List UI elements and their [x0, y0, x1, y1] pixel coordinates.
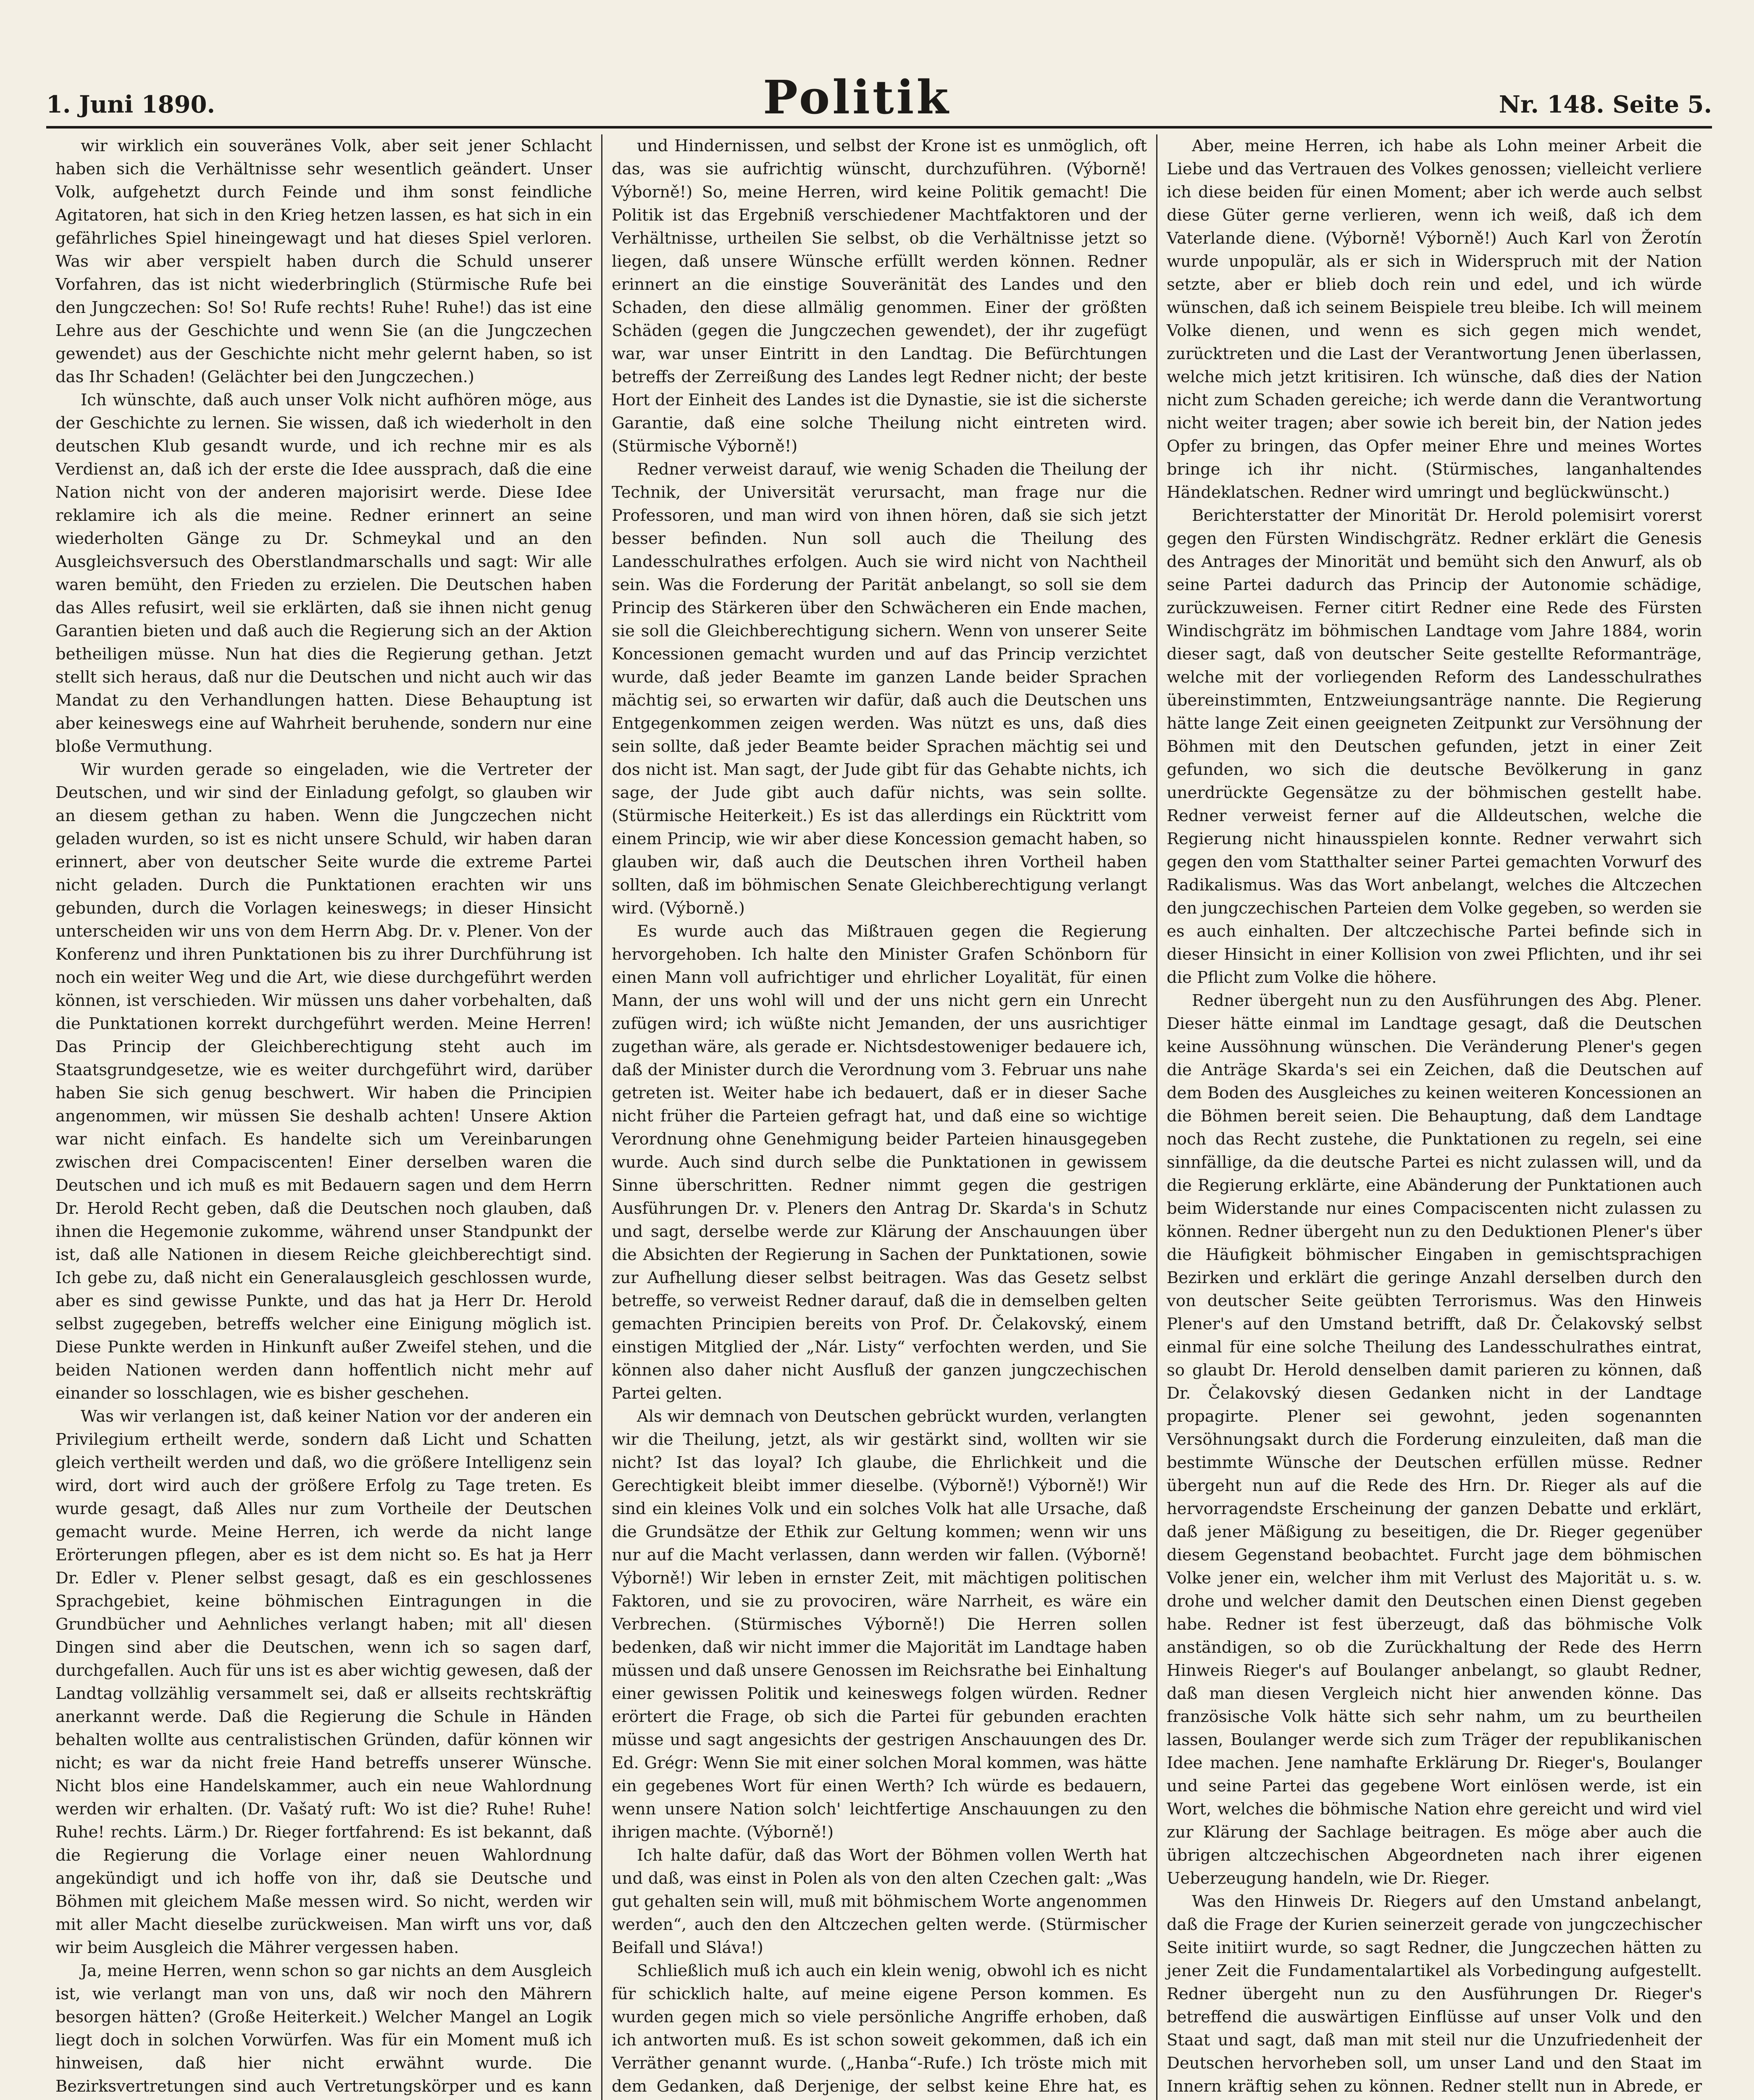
article-paragraph: und Hindernissen, und selbst der Krone ist es unmöglich, oft das, was sie aufrichtig wünscht, durchzuführen. (Výborně! Výborně!) So, meine Herren, wird keine Politik gemacht! Die Politik ist das Ergebniß verschiedener Machtfaktoren und der Verhältnisse, urtheilen Sie selbst, ob die Verhältnisse jetzt so liegen, daß unsere Wünsche erfüllt werden können. Redner erinnert an die einstige Souveränität des Landes und den Schaden, den diese allmälig genommen. Einer der größten Schäden (gegen die Jungczechen gewendet), der ihr zugefügt war, war unser Eintritt in den Landtag. Die Befürchtungen betreffs der Zerreißung des Landes legt Redner nicht; der beste Hort der Einheit des Landes ist die Dynastie, sie ist die sicherste Garantie, daß eine solche Theilung nicht eintreten wird. (Stürmische Výborně!): [612, 136, 1147, 456]
column-3: [1156, 134, 1711, 2100]
article-paragraph: Ich wünschte, daß auch unser Volk nicht aufhören möge, aus der Geschichte zu lernen. Sie wissen, daß ich wiederholt in den deutschen Klub gesandt wurde, und ich rechne mir es als Verdienst an, daß ich der erste die Idee aussprach, daß die eine Nation nicht von der anderen majorisirt werde. Diese Idee reklamire ich als die meine. Redner erinnert an seine wiederholten Gänge zu Dr. Schmeykal und an den Ausgleichsversuch des Oberstlandmarschalls und sagt: Wir alle waren bemüht, den Frieden zu erzielen. Die Deutschen haben das Alles refusirt, weil sie erklärten, daß sie ihnen nicht genug Garantien bieten und daß auch die Regierung sich an der Aktion betheiligen müsse. Nun hat dies die Regierung gethan. Jetzt stellt sich heraus, daß nur die Deutschen und nicht auch wir das Mandat zu den Verhandlungen hatten. Diese Behauptung ist aber keineswegs eine auf Wahrheit beruhende, sondern nur eine bloße Vermuthung.: [55, 391, 592, 756]
article-paragraph: Als wir demnach von Deutschen gebrückt wurden, verlangten wir die Theilung, jetzt, als wir gestärkt sind, wollten wir sie nicht? Ist das loyal? Ich glaube, die Ehrlichkeit und die Gerechtigkeit bleibt immer dieselbe. (Výborně!) Výborně!) Wir sind ein kleines Volk und ein solches Volk hat alle Ursache, daß die Grundsätze der Ethik zur Geltung kommen; wenn wir uns nur auf die Macht verlassen, dann werden wir fallen. (Výborně! Výborně!) Wir leben in ernster Zeit, mit mächtigen politischen Faktoren, und sie zu provociren, wäre Narrheit, es wäre ein Verbrechen. (Stürmisches Výborně!) Die Herren sollen bedenken, daß wir nicht immer die Majorität im Landtage haben müssen und daß unsere Genossen im Reichsrathe bei Einhaltung einer gewissen Politik und keineswegs folgen würden. Redner erörtert die Frage, ob sich die Partei für gebunden erachten müsse und sagt angesichts der gestrigen Anschauungen des Dr. Ed. Grégr: Wenn Sie mit einer solchen Moral kommen, was hätte ein gegebenes Wort für einen Werth? Ich würde es bedauern, wenn unsere Nation solch' leichtfertige Anschauungen zu den ihrigen machte. (Výborně!): [612, 1407, 1147, 1842]
article-paragraph: Es wurde auch das Mißtrauen gegen die Regierung hervorgehoben. Ich halte den Minister Grafen Schönborn für einen Mann voll aufrichtiger und ehrlicher Loyalität, für einen Mann, der uns wohl will und der uns nicht gern ein Unrecht zufügen wird; ich wüßte nicht Jemanden, der uns ausrichtiger zugethan wäre, als gerade er. Nichtsdestoweniger bedauere ich, daß der Minister durch die Verordnung vom 3. Februar uns nahe getreten ist. Weiter habe ich bedauert, daß er in dieser Sache nicht früher die Parteien gefragt hat, und daß eine so wichtige Verordnung ohne Genehmigung beider Parteien hinausgegeben wurde. Auch sind durch selbe die Punktationen in gewissem Sinne überschritten. Redner nimmt gegen die gestrigen Ausführungen Dr. v. Pleners den Antrag Dr. Skarda's in Schutz und sagt, derselbe werde zur Klärung der Anschauungen über die Absichten der Regierung in Sachen der Punktationen, sowie zur Aufhellung dieser selbst beitragen. Was das Gesetz selbst betreffe, so verweist Redner darauf, daß die in demselben gelten gemachten Principien bereits von Prof. Dr. Čelakovský, einem einstigen Mitglied der „Nár. Listy“ verfochten werden, und Sie können also daher nicht Ausfluß der ganzen jungczechischen Partei gelten.: [612, 922, 1147, 1403]
article-paragraph: Berichterstatter der Minorität Dr. Herold polemisirt vorerst gegen den Fürsten Windischgrätz. Redner erklärt die Genesis des Antrages der Minorität und bemüht sich den Anwurf, als ob seine Partei dadurch das Princip der Autonomie schädige, zurückzuweisen. Ferner citirt Redner eine Rede des Fürsten Windischgrätz im böhmischen Landtage vom Jahre 1884, worin dieser sagt, daß von deutscher Seite gestellte Reformanträge, welche mit der vorliegenden Reform des Landesschulrathes übereinstimmten, Entzweiungsanträge nannte. Die Regierung hätte lange Zeit einen geeigneten Zeitpunkt zur Versöhnung der Böhmen mit den Deutschen gefunden, jetzt in einer Zeit gefunden, wo sich die deutsche Bevölkerung in ganz unerdrückte Gegensätze zu der böhmischen gestellt habe. Redner verweist ferner auf die Alldeutschen, welche die Regierung nicht hinausspielen konnte. Redner verwahrt sich gegen den vom Statthalter seiner Partei gemachten Vorwurf des Radikalismus. Was das Wort anbelangt, welches die Altczechen den jungczechischen Parteien dem Volke gegeben, so werden sie es auch einhalten. Der altczechische Partei befinde sich in dieser Hinsicht in einer Kollision von zwei Pflichten, und ihr sei die Pflicht zum Volke die höhere.: [1167, 506, 1702, 987]
article-paragraph: Ich halte dafür, daß das Wort der Böhmen vollen Werth hat und daß, was einst in Polen als von den alten Czechen galt: „Was gut gehalten sein will, muß mit böhmischem Worte angenommen werden“, auch den den Altczechen gelten werde. (Stürmischer Beifall und Sláva!): [612, 1846, 1147, 1957]
issue-date: 1. Juni 1890.: [46, 91, 216, 118]
article-paragraph: Ja, meine Herren, wenn schon so gar nichts an dem Ausgleich ist, wie verlangt man von uns, daß wir noch den Mährern besorgen hätten? (Große Heiterkeit.) Welcher Mangel an Logik liegt doch in solchen Vorwürfen. Was für ein Moment muß ich hinweisen, daß hier nicht erwähnt wurde. Die Bezirksvertretungen sind auch Vertretungskörper und es kann: [55, 1961, 592, 2096]
page-header: [46, 63, 1712, 129]
column-1: [46, 134, 601, 2100]
article-paragraph: Schließlich muß ich auch ein klein wenig, obwohl ich es nicht für schicklich halte, auf meine eigene Person kommen. Es wurden gegen mich so viele persönliche Angriffe erhoben, daß ich antworten muß. Es ist schon soweit gekommen, daß ich ein Verräther genannt wurde. („Hanba“-Rufe.) Ich tröste mich mit dem Gedanken, daß Derjenige, der selbst keine Ehre hat, es: [612, 1961, 1147, 2096]
newspaper-page: [46, 63, 1712, 2100]
article-paragraph: wir wirklich ein souveränes Volk, aber seit jener Schlacht haben sich die Verhältnisse sehr wesentlich geändert. Unser Volk, aufgehetzt durch Feinde und ihm sonst feindliche Agitatoren, hat sich in den Krieg hetzen lassen, es hat sich in ein gefährliches Spiel hineingewagt und hat dieses Spiel verloren. Was wir aber verspielt haben durch die Schuld unserer Vorfahren, das ist nicht wiederbringlich (Stürmische Rufe bei den Jungczechen: So! So! Rufe rechts! Ruhe! Ruhe!) das ist eine Lehre aus der Geschichte und wenn Sie (an die Jungczechen gewendet) aus der Geschichte nicht mehr gelernt haben, so ist das Ihr Schaden! (Gelächter bei den Jungczechen.): [55, 136, 592, 386]
text-columns: [46, 134, 1712, 2100]
section-title: Politik: [763, 70, 951, 124]
article-paragraph: Aber, meine Herren, ich habe als Lohn meiner Arbeit die Liebe und das Vertrauen des Volkes genossen; vielleicht verliere ich diese beiden für einen Moment; aber ich werde auch selbst diese Güter gerne verlieren, wenn ich weiß, daß ich dem Vaterlande diene. (Výborně! Výborně!) Auch Karl von Žerotín wurde unpopulär, als er sich in Widerspruch mit der Nation setzte, aber er blieb doch rein und edel, und ich würde wünschen, daß ich seinem Beispiele treu bleibe. Ich will meinem Volke dienen, und wenn es sich gegen mich wendet, zurücktreten und die Last der Verantwortung Jenen überlassen, welche mich jetzt kritisiren. Ich wünsche, daß dies der Nation nicht zum Schaden gereiche; ich werde dann die Verantwortung nicht weiter tragen; aber sowie ich bereit bin, der Nation jedes Opfer zu bringen, das Opfer meiner Ehre und meines Wortes bringe ich ihr nicht. (Stürmisches, langanhaltendes Händeklatschen. Redner wird umringt und beglückwünscht.): [1167, 136, 1702, 502]
article-paragraph: Was den Hinweis Dr. Riegers auf den Umstand anbelangt, daß die Frage der Kurien seinerzeit gerade von jungczechischer Seite initiirt wurde, so sagt Redner, die Jungczechen hätten zu jener Zeit die Fundamentalartikel als Vorbedingung aufgestellt. Redner übergeht nun zu den Ausführungen Dr. Rieger's betreffend die auswärtigen Einflüsse auf unser Volk und den Staat und sagt, daß man mit steil nur die Unzufriedenheit der Deutschen hervorheben soll, um unser Land und den Staat im Innern kräftig sehen zu können. Redner stellt nun in Abrede, er: [1167, 1892, 1702, 2096]
article-paragraph: Redner übergeht nun zu den Ausführungen des Abg. Plener. Dieser hätte einmal im Landtage gesagt, daß die Deutschen keine Aussöhnung wünschen. Die Veränderung Plener's gegen die Anträge Skarda's sei ein Zeichen, daß die Deutschen auf dem Boden des Ausgleiches zu keinen weiteren Koncessionen an die Böhmen bereit seien. Die Behauptung, daß dem Landtage noch das Recht zustehe, die Punktationen zu regeln, sei eine sinnfällige, da die deutsche Partei es nicht zulassen will, und da die Regierung erklärte, eine Abänderung der Punktationen auch beim Widerstande nur eines Compaciscenten nicht zulassen zu können. Redner übergeht nun zu den Deduktionen Plener's über die Häufigkeit böhmischer Eingaben in gemischtsprachigen Bezirken und erklärt die geringe Anzahl derselben durch den von deutscher Seite geübten Terrorismus. Was den Hinweis Plener's auf den Umstand betrifft, daß Dr. Čelakovský selbst einmal für eine solche Theilung des Landesschulrathes eintrat, so glaubt Dr. Herold denselben damit parieren zu können, daß Dr. Čelakovský diesen Gedanken nicht in der Landtage propagirte. Plener sei gewohnt, jeden sogenannten Versöhnungsakt durch die Forderung einzuleiten, daß man die bestimmte Wünsche der Deutschen erfüllen müsse. Redner übergeht nun auf die Rede des Hrn. Dr. Rieger als auf die hervorragendste Erscheinung der ganzen Debatte und erklärt, daß jener Mäßigung zu beseitigen, die Dr. Rieger gegenüber diesem Gegenstand beobachtet. Furcht jage dem böhmischen Volke jener ein, welcher ihm mit Verlust des Majorität u. s. w. drohe und welcher damit den Deutschen einen Dienst gegeben habe. Redner ist fest überzeugt, daß das böhmische Volk anständigen, so ob die Zurückhaltung der Rede des Herrn Hinweis Rieger's auf Boulanger anbelangt, so glaubt Redner, daß man diesen Vergleich nicht hier anwenden könne. Das französische Volk hätte sich sehr nahm, um zu beurtheilen lassen, Boulanger werde sich zum Träger der republikanischen Idee machen. Jene namhafte Erklärung Dr. Rieger's, Boulanger und seine Partei das gegebene Wort einlösen werde, ist ein Wort, welches die böhmische Nation ehre gereicht und wird viel zur Klärung der Sachlage beitragen. Es möge aber auch die übrigen altczechischen Abgeordneten nach ihrer eigenen Ueberzeugung handeln, wie Dr. Rieger.: [1167, 991, 1702, 1888]
article-paragraph: Redner verweist darauf, wie wenig Schaden die Theilung der Technik, der Universität verursacht, man frage nur die Professoren, und man wird von ihnen hören, daß sie sich jetzt besser befinden. Nun soll auch die Theilung des Landesschulrathes erfolgen. Auch sie wird nicht von Nachtheil sein. Was die Forderung der Parität anbelangt, so soll sie dem Princip des Stärkeren über den Schwächeren ein Ende machen, sie soll die Gleichberechtigung sichern. Wenn von unserer Seite Koncessionen gemacht wurden und auf das Princip verzichtet wurde, daß jeder Beamte im ganzen Lande beider Sprachen mächtig sei, so erwarten wir dafür, daß auch die Deutschen uns Entgegenkommen zeigen werden. Was nützt es uns, daß dies sein sollte, daß jeder Beamte beider Sprachen mächtig sei und dos nicht ist. Man sagt, der Jude gibt für das Gehabte nichts, ich sage, der Jude gibt auch dafür nichts, was sein sollte. (Stürmische Heiterkeit.) Es ist das allerdings ein Rücktritt vom einem Princip, wie wir aber diese Koncession gemacht haben, so glauben wir, daß auch die Deutschen ihren Vortheil haben sollten, daß im böhmischen Senate Gleichberechtigung verlangt wird. (Výborně.): [612, 460, 1147, 918]
article-paragraph: Was wir verlangen ist, daß keiner Nation vor der anderen ein Privilegium ertheilt werde, sondern daß Licht und Schatten gleich vertheilt werden und daß, wo die größere Intelligenz sein wird, dort wird auch der größere Erfolg zu Tage treten. Es wurde gesagt, daß Alles nur zum Vortheile der Deutschen gemacht wurde. Meine Herren, ich werde da nicht lange Erörterungen pflegen, aber es ist dem nicht so. Es hat ja Herr Dr. Edler v. Plener selbst gesagt, daß es ein geschlossenes Sprachgebiet, keine böhmischen Eintragungen in die Grundbücher und Aehnliches verlangt haben; mit all' diesen Dingen sind aber die Deutschen, wenn ich so sagen darf, durchgefallen. Auch für uns ist es aber wichtig gewesen, daß der Landtag vollzählig versammelt sei, daß er allseits rechtskräftig anerkannt werde. Daß die Regierung die Schule in Händen behalten wollte aus centralistischen Gründen, dafür können wir nicht; es war da nicht freie Hand betreffs unserer Wünsche. Nicht blos eine Handelskammer, auch ein neue Wahlordnung werden wir erhalten. (Dr. Vašatý ruft: Wo ist die? Ruhe! Ruhe! Ruhe! rechts. Lärm.) Dr. Rieger fortfahrend: Es ist bekannt, daß die Regierung die Vorlage einer neuen Wahlordnung angekündigt und ich hoffe von ihr, daß sie Deutsche und Böhmen mit gleichem Maße messen wird. So nicht, werden wir mit aller Macht dieselbe zurückweisen. Man wirft uns vor, daß wir beim Ausgleich die Mährer vergessen haben.: [55, 1407, 592, 1957]
article-paragraph: Wir wurden gerade so eingeladen, wie die Vertreter der Deutschen, und wir sind der Einladung gefolgt, so glauben wir an diesem gethan zu haben. Wenn die Jungczechen nicht geladen wurden, so ist es nicht unsere Schuld, wir haben daran erinnert, aber von deutscher Seite wurde die extreme Partei nicht geladen. Durch die Punktationen erachten wir uns gebunden, durch die Vorlagen keineswegs; in dieser Hinsicht unterscheiden wir uns von dem Herrn Abg. Dr. v. Plener. Von der Konferenz und ihren Punktationen bis zu ihrer Durchführung ist noch ein weiter Weg und die Art, wie diese durchgeführt werden können, ist verschieden. Wir müssen uns daher vorbehalten, daß die Punktationen korrekt durchgeführt werden. Meine Herren! Das Princip der Gleichberechtigung steht auch im Staatsgrundgesetze, wie es weiter durchgeführt wird, darüber haben Sie sich genug beschwert. Wir haben die Principien angenommen, wir müssen Sie deshalb achten! Unsere Aktion war nicht einfach. Es handelte sich um Vereinbarungen zwischen drei Compaciscenten! Einer derselben waren die Deutschen und ich muß es mit Bedauern sagen und dem Herrn Dr. Herold Recht geben, daß die Deutschen noch glauben, daß ihnen die Hegemonie zukomme, während unser Standpunkt der ist, daß alle Nationen in diesem Reiche gleichberechtigt sind. Ich gebe zu, daß nicht ein Generalausgleich geschlossen wurde, aber es sind gewisse Punkte, und das hat ja Herr Dr. Herold selbst zugegeben, betreffs welcher eine Einigung möglich ist. Diese Punkte werden in Hinkunft außer Zweifel stehen, und die beiden Nationen werden dann hoffentlich nicht mehr auf einander so losschlagen, wie es bisher geschehen.: [55, 760, 592, 1403]
issue-number: Nr. 148. Seite 5.: [1499, 91, 1712, 118]
column-2: [601, 134, 1156, 2100]
